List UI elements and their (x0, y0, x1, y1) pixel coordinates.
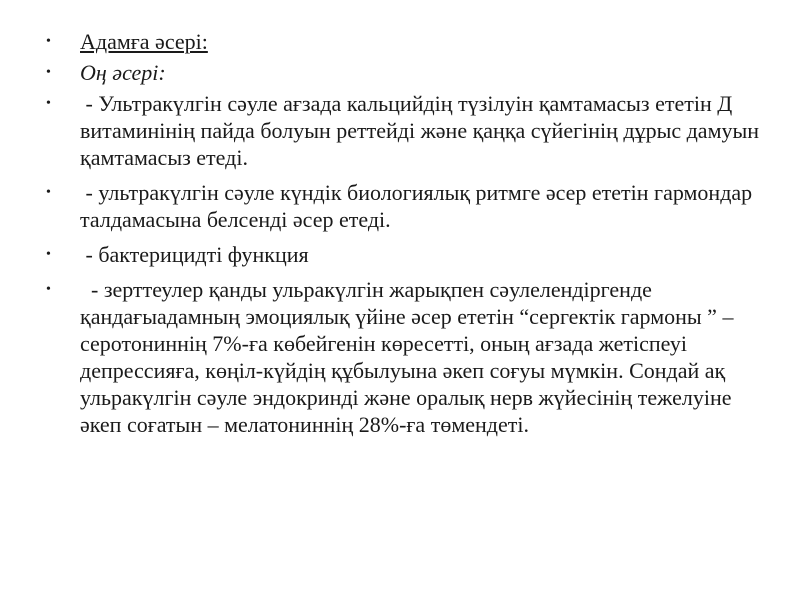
heading-human-effect: Адамға әсері: (80, 29, 208, 54)
item-text: - Ультракүлгін сәуле ағзада кальцийдің түзілуін қамтамасыз ететін Д витаминінің пайда болуын реттейді және қаңқа сүйегінің дұрыс дамуын қамтамасыз етеді. (80, 91, 765, 170)
bullet-icon: • (46, 96, 51, 111)
list-item (46, 276, 766, 438)
list-item-positive-effect (46, 59, 766, 86)
list-item-human-effect (46, 28, 766, 55)
list-item (46, 90, 766, 171)
heading-positive-effect: Оң әсері: (80, 60, 166, 85)
bullet-icon: • (46, 65, 51, 80)
list-item (46, 241, 766, 268)
item-text: - бактерицидті функция (80, 242, 309, 267)
list-item (46, 179, 766, 233)
bullet-icon: • (46, 282, 51, 297)
item-text: - ультракүлгін сәуле күндік биологиялық ритмге әсер ететін гармондар талдамасына белсенді әсер етеді. (80, 180, 758, 232)
bullet-list (46, 28, 766, 442)
bullet-icon: • (46, 185, 51, 200)
bullet-icon: • (46, 34, 51, 49)
bullet-icon: • (46, 247, 51, 262)
item-text: - зерттеулер қанды ульракүлгін жарықпен сәулелендіргенде қандағыадамның эмоциялық үйіне әсер ететін “сергектік гармоны ” – серотониннің 7%-ға көбейгенін көресетті, оның ағзада жетіспеуі депрессияға, көңіл-күйдің құбылуына әкеп соғуы мүмкін. Сондай ақ ульракүлгін сәуле эндокринді және оралық нерв жүйесінің тежелуіне әкеп соғатын – мелатониннің 28%-ға төмендеті. (80, 277, 739, 437)
